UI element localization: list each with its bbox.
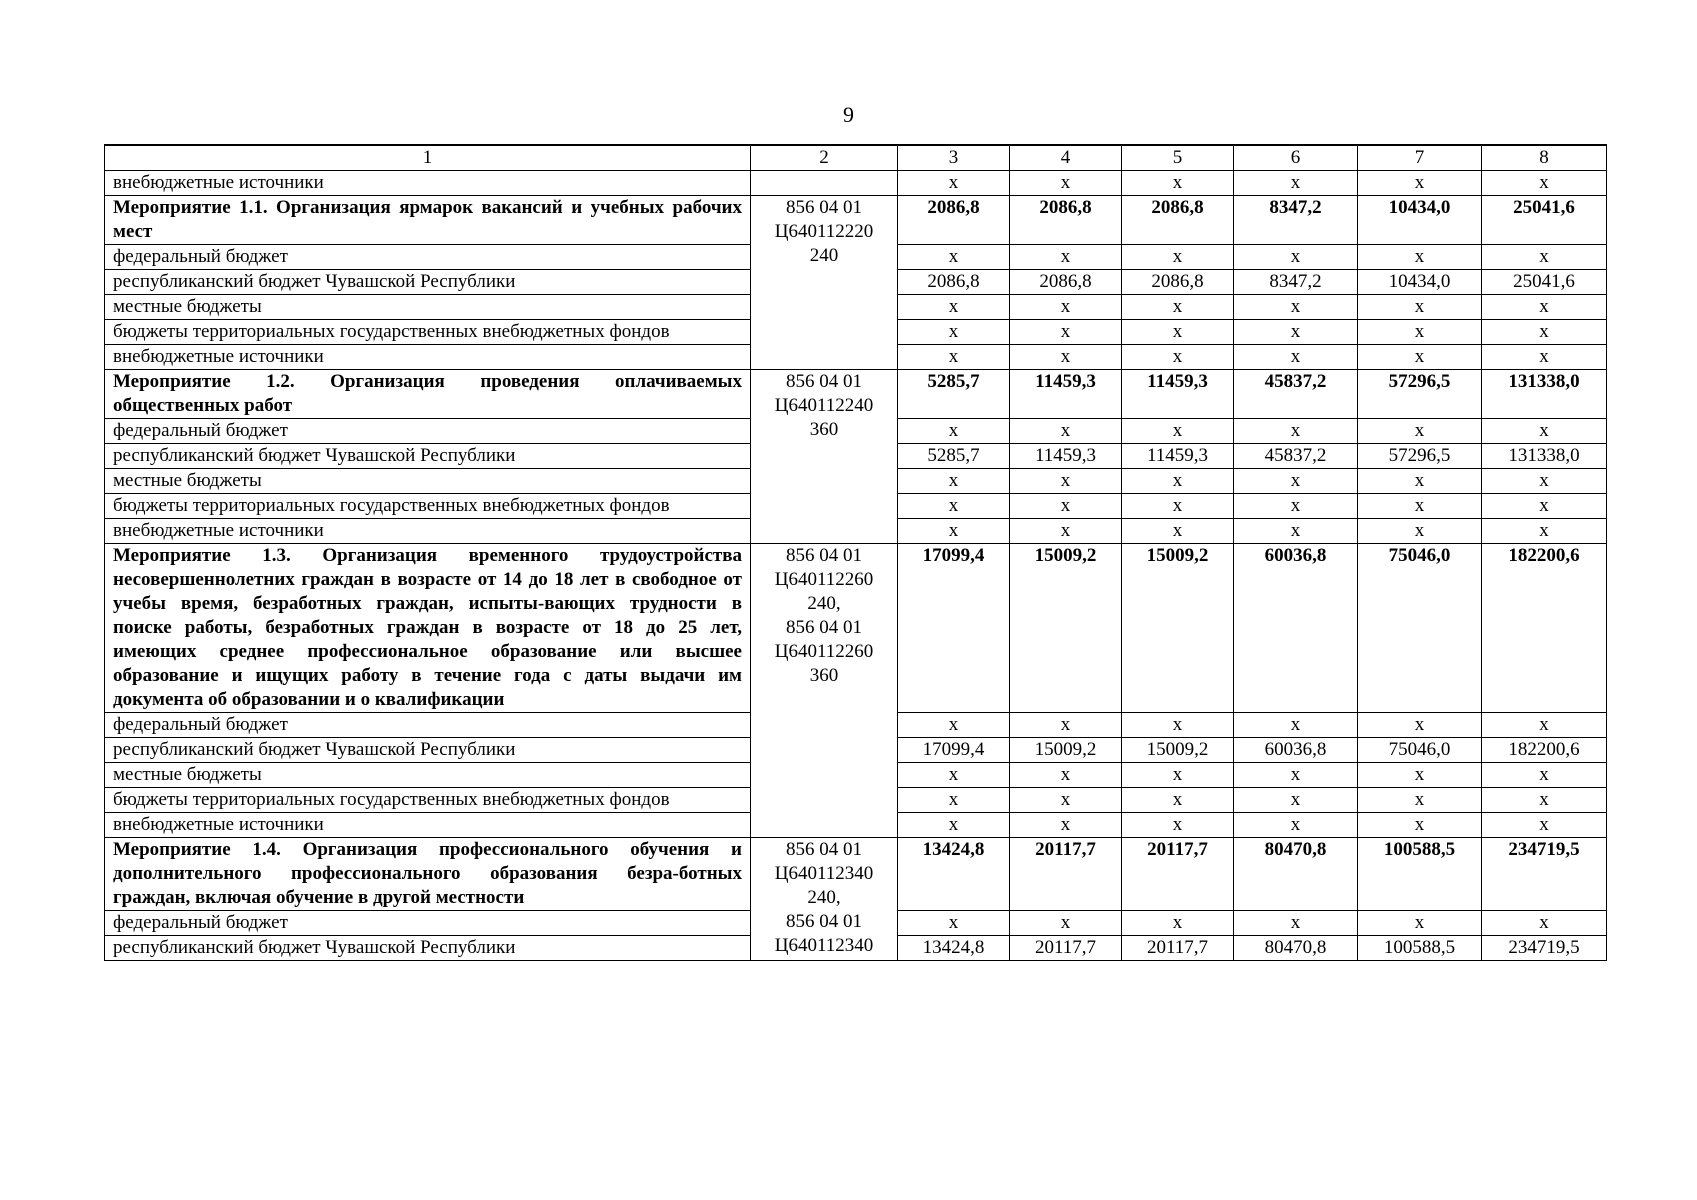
page-number: 9: [843, 102, 854, 127]
value-cell: 131338,0: [1482, 444, 1607, 469]
event-row: [105, 196, 1607, 245]
value-cell: x: [1358, 763, 1482, 788]
value-cell: 75046,0: [1358, 738, 1482, 763]
value-cell: x: [1010, 813, 1122, 838]
value-cell: x: [1358, 813, 1482, 838]
total-value: 60036,8: [1234, 544, 1358, 713]
row-label: бюджеты территориальных государственных внебюджетных фондов: [105, 320, 751, 345]
value-cell: x: [1122, 763, 1234, 788]
value-cell: x: [1482, 519, 1607, 544]
value-cell: x: [898, 763, 1010, 788]
value-cell: x: [898, 494, 1010, 519]
total-value: 2086,8: [1010, 196, 1122, 245]
value-cell: x: [1234, 171, 1358, 196]
value-cell: 15009,2: [1010, 738, 1122, 763]
budget-code-line: 856 04 01: [786, 617, 862, 638]
value-cell: x: [1358, 171, 1482, 196]
value-cell: x: [1234, 813, 1358, 838]
value-cell: 80470,8: [1234, 936, 1358, 961]
value-cell: x: [898, 345, 1010, 370]
value-cell: x: [898, 713, 1010, 738]
row-label: местные бюджеты: [105, 469, 751, 494]
value-cell: x: [1482, 813, 1607, 838]
value-cell: x: [1358, 911, 1482, 936]
value-cell: 25041,6: [1482, 270, 1607, 295]
value-cell: x: [1482, 763, 1607, 788]
value-cell: x: [898, 320, 1010, 345]
value-cell: x: [1358, 419, 1482, 444]
column-number: 8: [1482, 145, 1607, 171]
value-cell: x: [1482, 345, 1607, 370]
row-label: местные бюджеты: [105, 295, 751, 320]
total-value: 20117,7: [1010, 838, 1122, 911]
column-number: 1: [105, 145, 751, 171]
total-value: 75046,0: [1358, 544, 1482, 713]
value-cell: x: [1234, 763, 1358, 788]
value-cell: x: [1234, 519, 1358, 544]
value-cell: 5285,7: [898, 444, 1010, 469]
value-cell: 17099,4: [898, 738, 1010, 763]
event-row: [105, 544, 1607, 713]
value-cell: x: [1358, 519, 1482, 544]
row-label: федеральный бюджет: [105, 713, 751, 738]
budget-code: [751, 838, 898, 961]
value-cell: 45837,2: [1234, 444, 1358, 469]
value-cell: 234719,5: [1482, 936, 1607, 961]
budget-code-line: Ц640112340: [774, 935, 874, 956]
budget-code: [751, 544, 898, 838]
value-cell: x: [1482, 911, 1607, 936]
total-value: 13424,8: [898, 838, 1010, 911]
event-title: Мероприятие 1.2. Организация проведения оплачиваемых общественных работ: [105, 370, 751, 419]
total-value: 15009,2: [1122, 544, 1234, 713]
row-label: внебюджетные источники: [105, 345, 751, 370]
value-cell: x: [1358, 245, 1482, 270]
budget-code-line: Ц640112260: [774, 641, 874, 662]
value-cell: x: [1122, 295, 1234, 320]
value-cell: x: [1122, 419, 1234, 444]
value-cell: x: [1122, 788, 1234, 813]
event-row: [105, 838, 1607, 911]
value-cell: x: [1482, 171, 1607, 196]
value-cell: 57296,5: [1358, 444, 1482, 469]
value-cell: 20117,7: [1010, 936, 1122, 961]
value-cell: x: [1482, 245, 1607, 270]
row-label: внебюджетные источники: [105, 171, 751, 196]
table-row: [105, 171, 1607, 196]
total-value: 2086,8: [898, 196, 1010, 245]
value-cell: x: [1234, 245, 1358, 270]
total-value: 45837,2: [1234, 370, 1358, 419]
budget-code-line: 240,: [807, 887, 841, 908]
value-cell: 13424,8: [898, 936, 1010, 961]
column-number: 4: [1010, 145, 1122, 171]
value-cell: x: [1482, 419, 1607, 444]
total-value: 25041,6: [1482, 196, 1607, 245]
value-cell: x: [1358, 788, 1482, 813]
budget-code-line: Ц640112240: [774, 395, 874, 416]
value-cell: x: [1122, 345, 1234, 370]
value-cell: x: [898, 911, 1010, 936]
value-cell: x: [1122, 171, 1234, 196]
value-cell: x: [898, 245, 1010, 270]
value-cell: x: [1010, 494, 1122, 519]
row-label: местные бюджеты: [105, 763, 751, 788]
value-cell: 20117,7: [1122, 936, 1234, 961]
column-number: 3: [898, 145, 1010, 171]
total-value: 11459,3: [1010, 370, 1122, 419]
value-cell: x: [1234, 419, 1358, 444]
row-label: федеральный бюджет: [105, 419, 751, 444]
value-cell: x: [1482, 295, 1607, 320]
column-number: 2: [751, 145, 898, 171]
value-cell: x: [898, 419, 1010, 444]
value-cell: x: [1358, 295, 1482, 320]
value-cell: x: [1358, 713, 1482, 738]
event-title: Мероприятие 1.1. Организация ярмарок вакансий и учебных рабочих мест: [105, 196, 751, 245]
row-label: федеральный бюджет: [105, 245, 751, 270]
budget-code-line: Ц640112340: [774, 863, 874, 884]
value-cell: x: [898, 469, 1010, 494]
budget-code-line: 240,: [807, 593, 841, 614]
total-value: 234719,5: [1482, 838, 1607, 911]
row-label: республиканский бюджет Чувашской Республики: [105, 270, 751, 295]
value-cell: x: [1358, 469, 1482, 494]
value-cell: x: [1010, 519, 1122, 544]
row-label: республиканский бюджет Чувашской Республики: [105, 738, 751, 763]
value-cell: 11459,3: [1010, 444, 1122, 469]
budget-code-line: 856 04 01: [786, 371, 862, 392]
row-label: бюджеты территориальных государственных внебюджетных фондов: [105, 788, 751, 813]
value-cell: x: [1234, 494, 1358, 519]
value-cell: 15009,2: [1122, 738, 1234, 763]
total-value: 131338,0: [1482, 370, 1607, 419]
value-cell: x: [1234, 713, 1358, 738]
budget-code-line: 360: [809, 665, 839, 686]
row-label: бюджеты территориальных государственных внебюджетных фондов: [105, 494, 751, 519]
budget-code-line: 856 04 01: [786, 911, 862, 932]
value-cell: x: [898, 813, 1010, 838]
budget-code-line: 856 04 01: [786, 545, 862, 566]
value-cell: x: [1358, 320, 1482, 345]
value-cell: x: [1122, 494, 1234, 519]
budget-code-line: Ц640112220: [774, 221, 874, 242]
value-cell: 2086,8: [1010, 270, 1122, 295]
event-row: [105, 370, 1607, 419]
budget-code: [751, 370, 898, 544]
column-number: 6: [1234, 145, 1358, 171]
total-value: 100588,5: [1358, 838, 1482, 911]
budget-code-line: 240: [809, 245, 839, 266]
value-cell: 10434,0: [1358, 270, 1482, 295]
row-label: федеральный бюджет: [105, 911, 751, 936]
value-cell: x: [1010, 320, 1122, 345]
value-cell: x: [1234, 911, 1358, 936]
value-cell: x: [1010, 788, 1122, 813]
value-cell: x: [1482, 320, 1607, 345]
total-value: 8347,2: [1234, 196, 1358, 245]
row-label: республиканский бюджет Чувашской Республики: [105, 936, 751, 961]
value-cell: x: [1234, 320, 1358, 345]
value-cell: 2086,8: [898, 270, 1010, 295]
value-cell: x: [898, 519, 1010, 544]
value-cell: x: [1234, 295, 1358, 320]
total-value: 11459,3: [1122, 370, 1234, 419]
total-value: 57296,5: [1358, 370, 1482, 419]
column-number: 7: [1358, 145, 1482, 171]
budget-code-line: 856 04 01: [786, 197, 862, 218]
value-cell: x: [1010, 911, 1122, 936]
value-cell: x: [1482, 788, 1607, 813]
row-label: внебюджетные источники: [105, 813, 751, 838]
budget-code-line: Ц640112260: [774, 569, 874, 590]
total-value: 80470,8: [1234, 838, 1358, 911]
value-cell: 60036,8: [1234, 738, 1358, 763]
value-cell: x: [1010, 469, 1122, 494]
value-cell: 2086,8: [1122, 270, 1234, 295]
budget-code: [751, 196, 898, 370]
code-cell: [751, 171, 898, 196]
total-value: 10434,0: [1358, 196, 1482, 245]
value-cell: x: [1234, 788, 1358, 813]
total-value: 20117,7: [1122, 838, 1234, 911]
value-cell: 8347,2: [1234, 270, 1358, 295]
value-cell: 182200,6: [1482, 738, 1607, 763]
value-cell: x: [1010, 171, 1122, 196]
budget-table: [104, 144, 1607, 961]
total-value: 15009,2: [1010, 544, 1122, 713]
value-cell: x: [1122, 911, 1234, 936]
value-cell: x: [1010, 345, 1122, 370]
value-cell: x: [1010, 245, 1122, 270]
value-cell: x: [1358, 494, 1482, 519]
event-title: Мероприятие 1.4. Организация профессионального обучения и дополнительного профессионального образования безра-ботных граждан, включая обучение в другой местности: [105, 838, 751, 911]
event-title: Мероприятие 1.3. Организация временного трудоустройства несовершеннолетних граждан в возрасте от 14 до 18 лет в свободное от учебы время, безработных граждан, испыты-вающих трудности в поиске работы, безработных граждан в возрасте от 18 до 25 лет, имеющих среднее профессиональное образование или высшее образование и ищущих работу в течение года с даты выдачи им документа об образовании и о квалификации: [105, 544, 751, 713]
value-cell: x: [1122, 519, 1234, 544]
value-cell: x: [1010, 763, 1122, 788]
value-cell: x: [1482, 713, 1607, 738]
value-cell: 100588,5: [1358, 936, 1482, 961]
total-value: 182200,6: [1482, 544, 1607, 713]
value-cell: x: [1010, 713, 1122, 738]
value-cell: x: [898, 788, 1010, 813]
value-cell: 11459,3: [1122, 444, 1234, 469]
value-cell: x: [1010, 295, 1122, 320]
budget-code-line: 856 04 01: [786, 839, 862, 860]
value-cell: x: [1010, 419, 1122, 444]
total-value: 2086,8: [1122, 196, 1234, 245]
column-number: 5: [1122, 145, 1234, 171]
value-cell: x: [1122, 245, 1234, 270]
row-label: внебюджетные источники: [105, 519, 751, 544]
value-cell: x: [1234, 469, 1358, 494]
total-value: 17099,4: [898, 544, 1010, 713]
value-cell: x: [1482, 494, 1607, 519]
value-cell: x: [1122, 813, 1234, 838]
value-cell: x: [1234, 345, 1358, 370]
column-number-row: [105, 145, 1607, 171]
value-cell: x: [1482, 469, 1607, 494]
row-label: республиканский бюджет Чувашской Республики: [105, 444, 751, 469]
value-cell: x: [1122, 713, 1234, 738]
value-cell: x: [1122, 320, 1234, 345]
value-cell: x: [1358, 345, 1482, 370]
total-value: 5285,7: [898, 370, 1010, 419]
budget-code-line: 360: [809, 419, 839, 440]
value-cell: x: [898, 171, 1010, 196]
value-cell: x: [1122, 469, 1234, 494]
value-cell: x: [898, 295, 1010, 320]
